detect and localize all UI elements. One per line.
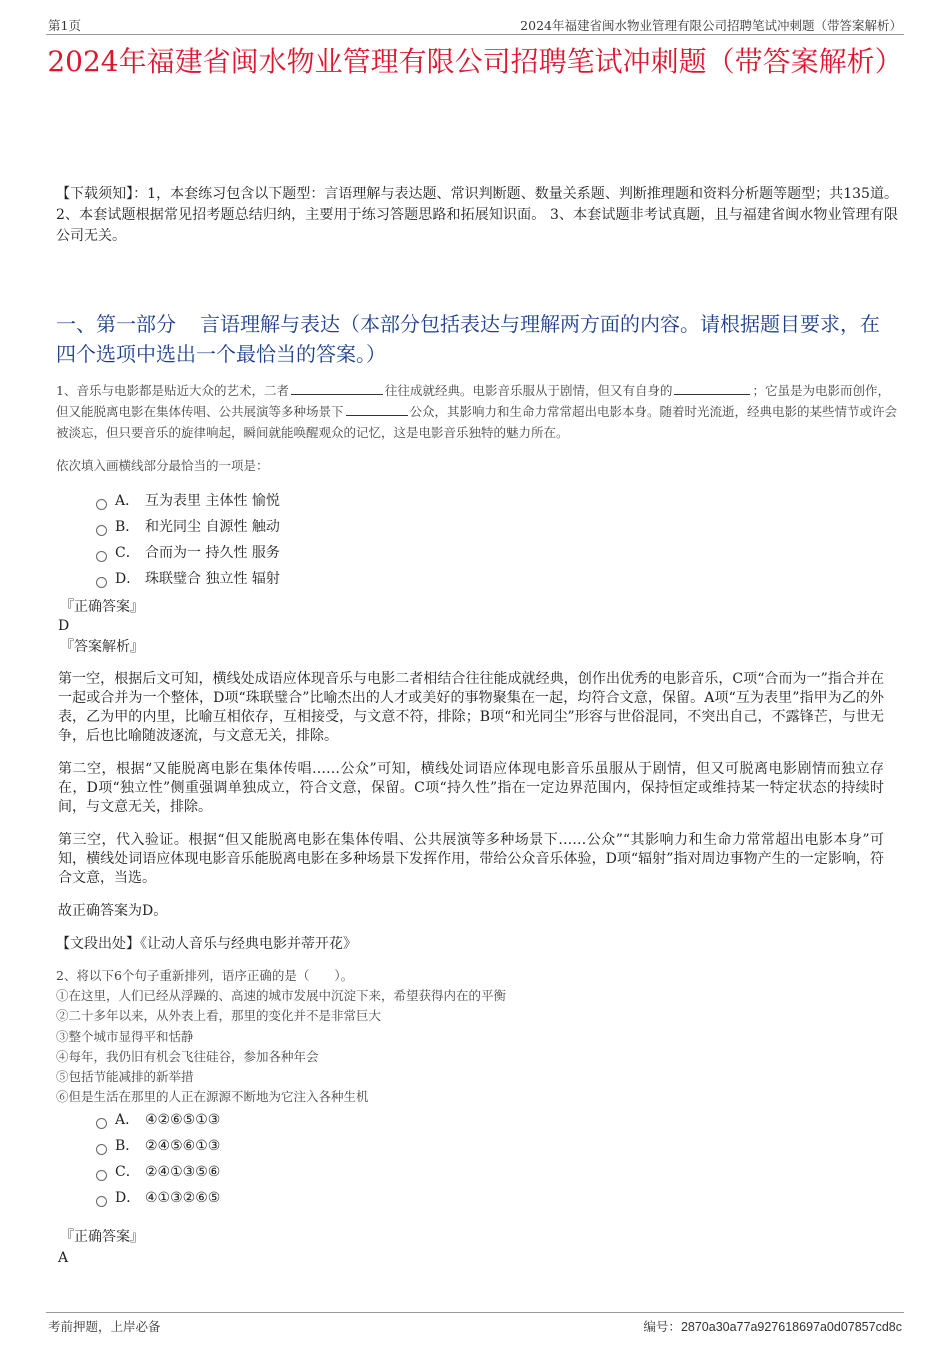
- source-citation: 【文段出处】《让动人音乐与经典电影并蒂开花》: [56, 936, 357, 952]
- analysis-conclusion: 故正确答案为D。: [58, 903, 168, 919]
- analysis-paragraph: 第一空，根据后文可知，横线处成语应体现音乐与电影二者相结合往往能成就经典，创作出优秀的电影音乐，C项“合而为一”指合并在一起或合并为一个整体，D项“珠联璧合”比喻杰出的人才或美好的事物聚集在一起，均符合文意，保留。A项“互为表里”指甲为乙的外表，乙为甲的内里，比喻互相依存，互相接受，与文意不符，排除；B项“和光同尘”形容与世俗混同，不突出自己，不露锋芒，与世无争，后也比喻随波逐流，与文意无关，排除。: [58, 671, 884, 744]
- blank-2: [674, 382, 750, 395]
- q1-text-2: 往往成就经典。电影音乐服从于剧情，但又有自身的: [384, 383, 673, 398]
- document-title: 2024年福建省闽水物业管理有限公司招聘笔试冲刺题（带答案解析）: [47, 45, 903, 78]
- option-c[interactable]: C． ②④①③⑤⑥: [96, 1159, 696, 1185]
- sentence: ⑤包括节能减排的新举措: [56, 1068, 194, 1084]
- radio-icon[interactable]: [96, 499, 107, 510]
- answer-label: 『正确答案』: [60, 599, 144, 615]
- analysis-paragraph: 第三空，代入验证。根据“但又能脱离电影在集体传唱、公共展演等多种场景下……公众”“其影响力和生命力常常超出电影本身”可知，横线处词语应体现电影音乐能脱离电影在多种场景下发挥作用，带给公众音乐体验，D项“辐射”指对周边事物产生的一定影响，符合文意，当选。: [58, 832, 884, 886]
- analysis-body: [58, 670, 884, 968]
- sentence: ②二十多年以来，从外表上看，那里的变化并不是非常巨大: [56, 1008, 382, 1024]
- section-heading: [56, 309, 898, 369]
- document-code: 编号：2870a30a77a927618697a0d07857cd8c: [643, 1319, 902, 1334]
- section-text: 言语理解与表达（本部分包括表达与理解两方面的内容。请根据题目要求，在四个选项中选出一个最恰当的答案。）: [56, 312, 880, 366]
- radio-icon[interactable]: [96, 1170, 107, 1181]
- page-number: 第1页: [48, 18, 81, 33]
- question-1-prompt: 依次填入画横线部分最恰当的一项是：: [56, 458, 269, 473]
- q1-text-1: 1、音乐与电影都是贴近大众的艺术，二者: [56, 383, 289, 398]
- option-a[interactable]: A． ④②⑥⑤①③: [96, 1107, 696, 1133]
- option-d[interactable]: D． 珠联璧合 独立性 辐射: [96, 566, 696, 592]
- question-1-stem: [56, 380, 898, 443]
- q1-text-3: ；它虽是为电影而创作，但又能脱离电影在集体传唱、公共展演等多种场景下: [56, 383, 890, 419]
- question-2: [56, 966, 898, 1107]
- option-d[interactable]: D． ④①③②⑥⑤: [96, 1185, 696, 1211]
- sentence: ⑥但是生活在那里的人正在源源不断地为它注入各种生机: [56, 1089, 369, 1105]
- sentence: ①在这里，人们已经从浮躁的、高速的城市发展中沉淀下来，希望获得内在的平衡: [56, 988, 507, 1004]
- question-2-options: [96, 1107, 696, 1211]
- radio-icon[interactable]: [96, 1118, 107, 1129]
- blank-3: [346, 403, 408, 416]
- page-footer: [46, 1312, 904, 1335]
- option-c[interactable]: C． 合而为一 持久性 服务: [96, 540, 696, 566]
- radio-icon[interactable]: [96, 551, 107, 562]
- analysis-paragraph: 第二空，根据“又能脱离电影在集体传唱……公众”可知，横线处词语应体现电影音乐虽服从于剧情，但又可脱离电影剧情而独立存在，D项“独立性”侧重强调单独成立，符合文意，保留。C项“持久性”指在一定边界范围内，保持恒定或维持某一特定状态的持续时间，与文意无关，排除。: [58, 761, 884, 815]
- download-notice: 【下载须知】：1，本套练习包含以下题型：言语理解与表达题、常识判断题、数量关系题、判断推理题和资料分析题等题型；共135道。 2、本套试题根据常见招考题总结归纳，主要用于练习答题思路和拓展知识面。 3、本套试题非考试真题，且与福建省闽水物业管理有限公司无关。: [56, 186, 898, 244]
- blank-1: [291, 382, 383, 395]
- radio-icon[interactable]: [96, 1144, 107, 1155]
- question-2-stem: 2、将以下6个句子重新排列，语序正确的是（ ）。: [56, 968, 354, 983]
- analysis-label: 『答案解析』: [60, 639, 144, 655]
- answer-value: A: [58, 1250, 69, 1266]
- radio-icon[interactable]: [96, 1196, 107, 1207]
- option-a[interactable]: A． 互为表里 主体性 愉悦: [96, 488, 696, 514]
- radio-icon[interactable]: [96, 525, 107, 536]
- option-b[interactable]: B． 和光同尘 自源性 触动: [96, 514, 696, 540]
- header-doc-title: 2024年福建省闽水物业管理有限公司招聘笔试冲刺题（带答案解析）: [520, 18, 902, 33]
- page-header: [46, 14, 904, 35]
- radio-icon[interactable]: [96, 577, 107, 588]
- answer-label: 『正确答案』: [60, 1229, 144, 1245]
- q1-text-4: 公众，其影响力和生命力常常超出电影本身。随着时光流逝，经典电影的某些情节或许会被淡忘，但只要音乐的旋律响起，瞬间就能唤醒观众的记忆，这是电影音乐独特的魅力所在。: [56, 404, 898, 440]
- sentence: ④每年，我仍旧有机会飞往硅谷，参加各种年会: [56, 1048, 319, 1064]
- footer-slogan: 考前押题，上岸必备: [48, 1319, 161, 1334]
- sentence: ③整个城市显得平和恬静: [56, 1028, 194, 1044]
- section-prefix: 一、第一部分: [56, 312, 176, 336]
- answer-value: D: [58, 618, 70, 634]
- option-b[interactable]: B． ②④⑤⑥①③: [96, 1133, 696, 1159]
- question-1-options: [96, 488, 696, 592]
